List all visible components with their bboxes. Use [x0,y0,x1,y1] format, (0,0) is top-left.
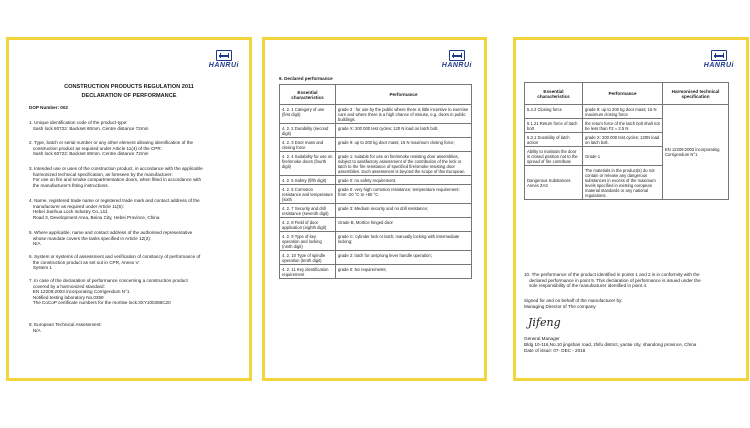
row-performance: The materials in the product(s) do not contain or release any dangerous substances in excess of the maximum levels specified in existing european material standards or any national regulations. [583,166,663,200]
logo-wordmark: HANRUi [208,62,239,69]
page-1 [6,37,252,381]
table-row [280,265,472,279]
signer-title: General Manager [524,336,560,341]
harmonised-spec: EN 12209:2003 incorporating Corrigendum N°1 [663,105,729,200]
table-row [280,138,472,152]
page-3 [513,37,749,381]
page-2 [262,37,487,381]
row-performance: grade 0: no safety requirement. [336,176,472,185]
header-performance: Performance [336,85,472,105]
table-row [525,105,729,119]
table-row [280,105,472,124]
row-characteristic: 5.3.1 Durability of latch action [525,133,583,147]
section-3: 3. Intended use or uses of the construction product, in accordance with the applicable harmonized technical specification, as foreseen by the manufacturer: For use on fire and smoke compartmentation doors, when fitted in accordance with the manufacturer's fitting instructions. [29,166,203,188]
header-characteristics: Essential characteristics [280,85,336,105]
row-characteristic: 4. 2. 3 Door mass and closing force [280,138,336,152]
row-characteristic: 5.4.2 Closing force [525,105,583,119]
logo-wordmark: HANRUi [441,62,472,69]
table-row [280,218,472,232]
table-header-row [280,85,472,105]
table-row [280,152,472,176]
row-performance: grade 9: up to 200 kg door mass; 15 N maximum closing force [583,105,663,119]
row-performance: grade X: 200 000 test cycles; 120N load on latch bolt. [583,133,663,147]
row-characteristic: 4. 2. 6 Corrosion resistance and temperature (sixth [280,185,336,204]
declaration-title: DECLARATION OF PERFORMANCE [81,93,177,99]
row-characteristic: 4. 2. 10 Type of spindle operation (tenth digit) [280,251,336,265]
row-performance: grade X: 200 000 test cycles; 120 N load on latch bolt. [336,124,472,138]
row-characteristic: 5.1.21 Return force of latch bolt [525,119,583,133]
row-characteristic: 4. 2. 4 Suitability for use on fire/smoke doors (fourth digit) [280,152,336,176]
issue-date: Date of issue: 07- DEC - 2018 [524,348,586,353]
row-characteristic: 4. 2. 9 Type of key operation and locking (ninth digit) [280,232,336,251]
section-1: 1. Unique identification code of the product-type: Sash lock 60722: Backset 60mm. Centre distance 72mm [29,120,149,131]
logo-mark-icon [216,50,232,61]
performance-table [279,84,472,279]
brand-logo [209,50,239,69]
row-performance: grade 0: No requirements; [336,265,472,279]
section-5: 5. Where applicable, name and contact address of the authorised representative whose mandate covers the tasks specified in Article 12(2): N/A [29,230,193,247]
section-8: 8. European Technical Assessment: N/A [29,322,102,333]
header-performance: Performance [583,83,663,105]
brand-logo [704,50,734,69]
row-characteristic: Dangerous Substances Annex ZA3 [525,166,583,200]
row-performance: grade C: cylinder lock or latch; manually locking with intermediate locking; [336,232,472,251]
characteristics-table [524,82,729,200]
table-row [280,204,472,218]
table-row [280,185,472,204]
row-characteristic: 4. 2. 1 Category of use (first digit) [280,105,336,124]
regulation-title: CONSTRUCTION PRODUCTS REGULATION 2011 [64,84,194,90]
table-row [280,124,472,138]
table-header-row [525,83,729,105]
performance-heading: 9. Declared performance [279,76,333,81]
row-characteristic: 4. 2. 7 Security and drill resistance (seventh digit) [280,204,336,218]
row-performance: grade 9: up to 200 kg door mass; 15 N maximum closing force; [336,138,472,152]
dop-number: DOP Number: 002 [29,105,68,110]
company-address: Bldg 10-116,No.10 jingshan road, zhifu district, yantai city, shandong province, China [524,342,697,347]
row-performance: grade 3 : for use by the public where there is little incentive to exercise care and where there is a high chance of misuse, e.g. doors in public buildings. [336,105,472,124]
row-performance: the return force of the latch bolt shall not be less than F2 = 2.5 N [583,119,663,133]
signed-by: Signed for and on behalf of the manufacturer by: Managing Director of The company [524,298,623,309]
row-performance: grade 3: Medium security and no drill resistance; [336,204,472,218]
signature: Jifeng [528,316,561,329]
table-row [280,232,472,251]
row-characteristic: 4. 2. 11 Key identification requirement [280,265,336,279]
row-characteristic: 4. 2. 8 Field of door application (eighth digit) [280,218,336,232]
logo-mark-icon [449,50,465,61]
row-performance: grade 0: very high corrosion resistance; temperature requirement: from -20 °C to +80 °C. [336,185,472,204]
section-4: 4. Name, registered trade name or registered trade mark and contact address of the manufacturer as required under Article 11(5): Hebei Jianhua Lock Industry Co.,Ltd. Road 3, Development Area, Beiou City, Hebei Province, China [29,198,200,220]
row-characteristic: 4. 2. 5 Safety (fifth digit) [280,176,336,185]
section-10: 10. The performance of the product identified in points 1 and 2 is in conformity with the declared performance in point 9. This declaration of performance is issued under the sole responsibility of the manufacturer identified in point 4. [524,272,701,289]
table-row [280,176,472,185]
row-performance: Grade 1 [583,147,663,166]
logo-mark-icon [711,50,727,61]
brand-logo [442,50,472,69]
logo-wordmark: HANRUi [703,62,734,69]
table-row [280,251,472,265]
section-2: 2. Type, batch or serial number or any other element allowing identification of the construction product as required under Article 11(4) of the CPR: Sash lock 60722: Backset 60mm. Centre distance 72mm [29,140,194,157]
row-characteristic: Ability to maintain the door in closed position not to the spread of fire contribute [525,147,583,166]
section-7: 7. In case of the declaration of performance concerning a construction product covered by a harmonized standard: EN 12209:2003 incorporating Corrigendum N°1 Notified testing laboratory No.0359 The CoCoP certificate numbers for the mortise lock:3XY100386C20 [29,278,188,306]
header-specification: Harmonised technical specification [663,83,729,105]
row-characteristic: 4. 2. 2 Durability (second digit) [280,124,336,138]
section-6: 6. System or systems of assessment and verification of constancy of performance of the construction product as set out in CPR, Annex V: System 1 [29,254,201,271]
row-performance: Grade B, Mortice hinged door [336,218,472,232]
row-performance: grade 1: suitable for use on fire/smoke resisting door assemblies, subject to satisfactory assessment of the contribution of the lock or latch to the fire resistance of specified fire/smoke resisting door assemblies. Such assessment is beyond the scope of this European [336,152,472,176]
row-performance: grade 2: latch for unsprung lever handle operation; [336,251,472,265]
header-characteristics: Essential characteristics [525,83,583,105]
